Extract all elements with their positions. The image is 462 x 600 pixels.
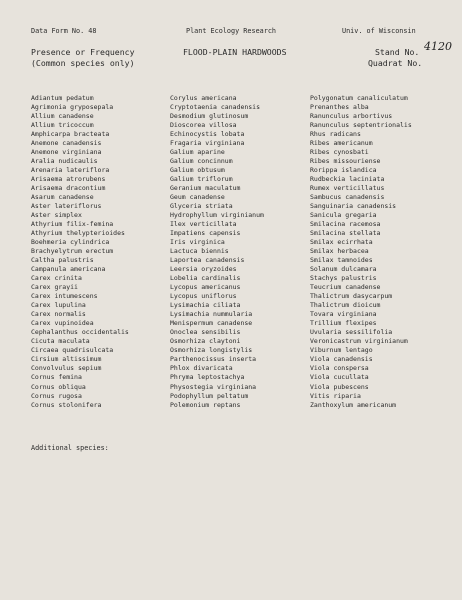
species-name: Athyrium thelypterioides [31,229,125,238]
species-name: Vitis riparia [310,391,361,400]
species-name: Adiantum pedatum [31,94,94,102]
species-name: Cornus femina [31,373,82,382]
species-name: Viola cucullata [310,373,369,382]
species-name: Iris virginica [170,238,225,247]
species-name: Convolvulus sepium [31,364,102,373]
species-name: Phlox divaricata [170,364,233,373]
species-name: Glyceria striata [170,202,233,211]
species-name: Polemonium reptans [170,400,241,409]
species-name: Thalictrum dioicum [310,301,381,310]
species-name: Carex intumescens [31,292,98,301]
species-name: Osmorhiza claytoni [170,337,241,346]
species-name: Amphicarpa bracteata [31,130,110,139]
species-name: Cryptotaenia canadensis [170,103,261,112]
species-name: Allium tricoccum [31,121,94,130]
species-name: Lysimachia ciliata [170,301,241,310]
species-name: Sanicula gregaria [310,211,377,220]
species-name: Fragaria virginiana [170,139,245,148]
species-name: Carex grayii [31,283,78,292]
species-column-1 [31,94,129,410]
species-name: Agrimonia gryposepala [31,103,114,112]
common-species-label: (Common species only) [31,58,135,68]
species-name: Carex lupulina [31,301,86,310]
species-name: Corylus americana [170,94,237,102]
species-name: Aster lateriflorus [31,202,102,211]
species-name: Viola pubescens [310,382,369,391]
form-title: FLOOD-PLAIN HARDWOODS [183,47,287,57]
species-name: Prenanthes alba [310,103,369,112]
species-name: Carex vupinoidea [31,319,94,328]
species-name: Viola conspersa [310,364,369,373]
species-name: Viola canadensis [310,355,373,364]
species-name: Lactuca biennis [170,247,229,256]
species-name: Viburnum lentago [310,346,373,355]
species-name: Anemone virginiana [31,148,102,157]
species-name: Galium aparine [170,148,225,157]
species-name: Cirsium altissimum [31,355,102,364]
species-name: Uvularia sessilifolia [310,328,393,337]
species-name: Smilax ecirrhata [310,238,373,247]
species-name: Circaea quadrisulcata [31,346,114,355]
species-name: Asarum canadense [31,193,94,202]
species-name: Brachyelytrum erectum [31,247,114,256]
species-name: Allium canadense [31,112,94,121]
species-name: Trillium flexipes [310,319,377,328]
species-name: Arisaema atrorubens [31,175,106,184]
species-name: Cicuta maculata [31,337,90,346]
species-name: Ribes cynosbati [310,148,369,157]
species-name: Osmorhiza longistylis [170,346,253,355]
species-name: Aralia nudicaulis [31,157,98,166]
species-name: Physostegia virginiana [170,382,257,391]
species-name: Rudbeckia laciniata [310,175,385,184]
species-name: Hydrophyllum virginianum [170,211,264,220]
species-name: Cornus rugosa [31,391,82,400]
species-name: Boehmeria cylindrica [31,238,110,247]
species-name: Ilex verticillata [170,220,237,229]
species-name: Galium triflorum [170,175,233,184]
presence-label: Presence or Frequency [31,47,135,57]
species-name: Podophyllum peltatum [170,391,249,400]
species-name: Ranunculus arbortivus [310,112,393,121]
species-name: Solanum dulcamara [310,265,377,274]
species-name: Parthenocissus inserta [170,355,257,364]
species-name: Athyrium filix-femina [31,220,114,229]
species-name: Anemone canadensis [31,139,102,148]
species-name: Lobelia cardinalis [170,274,241,283]
species-name: Desmodium glutinosum [170,112,249,121]
species-name: Veronicastrum virginianum [310,337,408,346]
species-name: Ranunculus septentrionalis [310,121,412,130]
species-name: Lycopus americanus [170,283,241,292]
species-name: Galium concinnum [170,157,233,166]
species-name: Thalictrum dasycarpum [310,292,393,301]
species-name: Smilax tamnoides [310,256,373,265]
stand-number-value: 4120 [424,40,452,53]
species-name: Arenaria lateriflora [31,166,110,175]
species-name: Carex crinita [31,274,82,283]
species-name: Impatiens capensis [170,229,241,238]
species-name: Laportea canadensis [170,256,245,265]
species-name: Geranium maculatum [170,184,241,193]
species-name: Cephalanthus occidentalis [31,328,129,337]
species-name: Ribes americanum [310,139,373,148]
species-name: Echinocystis lobata [170,130,245,139]
species-name: Smilacina stellata [310,229,381,238]
species-name: Onoclea sensibilis [170,328,241,337]
species-name: Dioscorea villosa [170,121,237,130]
species-name: Rorippa islandica [310,166,377,175]
species-name: Galium obtusum [170,166,225,175]
species-name: Geum canadense [170,193,225,202]
species-name: Tovara virginiana [310,310,377,319]
species-name: Aster simplex [31,211,82,220]
org-name: Plant Ecology Research [186,27,277,35]
species-name: Leersia oryzoides [170,265,237,274]
species-name: Zanthoxylum americanum [310,400,397,409]
species-column-3 [310,94,412,410]
species-name: Teucrium canadense [310,283,381,292]
species-name: Smilacina racemosa [310,220,381,229]
university-name: Univ. of Wisconsin [342,27,416,35]
species-name: Rhus radicans [310,130,361,139]
species-name: Rumex verticillatus [310,184,385,193]
form-number: Data Form No. 48 [31,27,97,35]
species-name: Polygonatum canaliculatum [310,94,408,102]
species-name: Cornus stolonifera [31,400,102,409]
species-name: Stachys palustris [310,274,377,283]
species-name: Carex normalis [31,310,86,319]
species-name: Smilax herbacea [310,247,369,256]
additional-species-label: Additional species: [31,444,109,452]
species-name: Lysimachia nummularia [170,310,253,319]
species-name: Phryma leptostachya [170,373,245,382]
species-column-2 [170,94,264,410]
species-name: Campanula americana [31,265,106,274]
species-name: Ribes missouriense [310,157,381,166]
species-name: Sanguinaria canadensis [310,202,397,211]
species-name: Arisaema dracontium [31,184,106,193]
species-name: Caltha palustris [31,256,94,265]
species-name: Menispermum canadense [170,319,253,328]
species-name: Sambucus canadensis [310,193,385,202]
species-name: Lycopus uniflorus [170,292,237,301]
species-name: Cornus obliqua [31,382,86,391]
stand-number-label: Stand No. [375,47,420,57]
quadrat-number-label: Quadrat No. [368,58,423,68]
